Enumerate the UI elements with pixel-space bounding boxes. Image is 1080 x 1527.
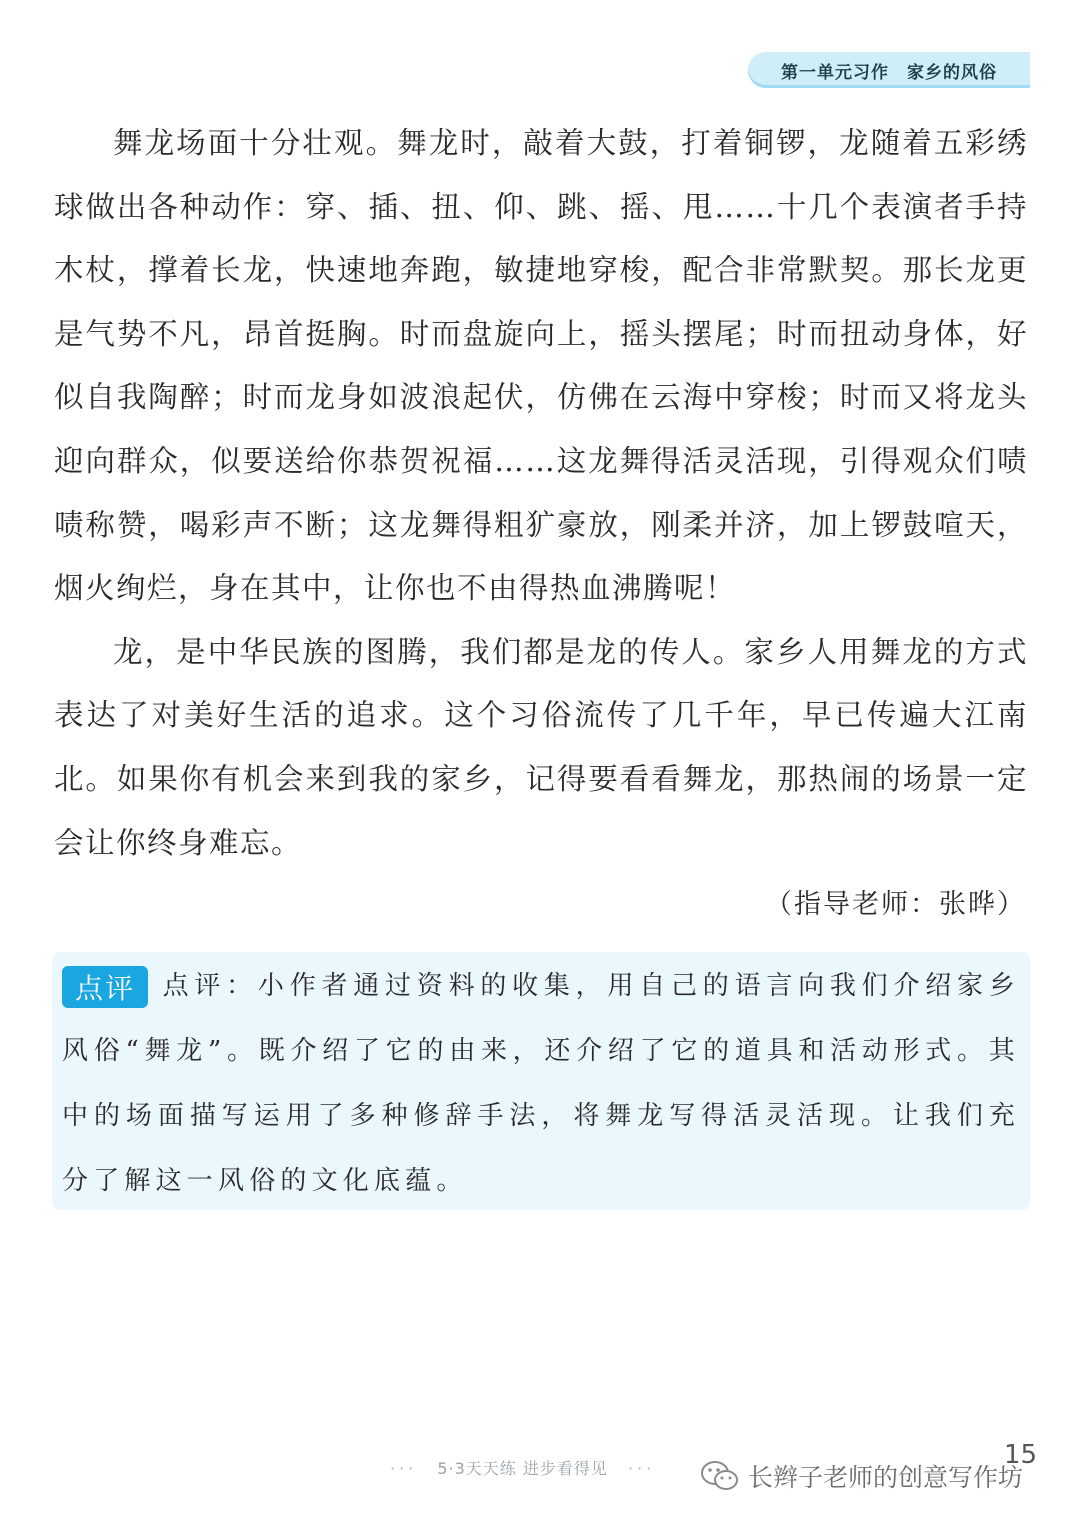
page-number: 15 [1004, 1440, 1038, 1470]
comment-text-block [62, 954, 1020, 1214]
footer-dots-right: ··· [628, 1459, 656, 1478]
footer-slogan-text: 5·3天天练 进步看得见 [437, 1459, 608, 1478]
section-title: 家乡的风俗 [907, 62, 997, 83]
watermark [700, 1458, 1023, 1494]
unit-label: 第一单元习作 [781, 62, 889, 83]
comment-text: 点评：小作者通过资料的收集，用自己的语言向我们介绍家乡风俗“舞龙”。既介绍了它的由来，还介绍了它的道具和活动形式。其中的场面描写运用了多种修辞手法，将舞龙写得活灵活现。让我们充分了解这一风俗的文化底蕴。 [62, 971, 1020, 1196]
essay-paragraph: 舞龙场面十分壮观。舞龙时，敲着大鼓，打着铜锣，龙随着五彩绣球做出各种动作：穿、插、扭、仰、跳、摇、甩……十几个表演者手持木杖，撑着长龙，快速地奔跑，敏捷地穿梭，配合非常默契。那长龙更是气势不凡，昂首挺胸。时而盘旋向上，摇头摆尾；时而扭动身体，好似自我陶醉；时而龙身如波浪起伏，仿佛在云海中穿梭；时而又将龙头迎向群众，似要送给你恭贺祝福……这龙舞得活灵活现，引得观众们啧啧称赞，喝彩声不断；这龙舞得粗犷豪放，刚柔并济，加上锣鼓喧天，烟火绚烂，身在其中，让你也不由得热血沸腾呢！ [54, 126, 1028, 606]
teacher-credit: （指导老师：张晔） [765, 889, 1026, 920]
essay-body [54, 112, 1028, 875]
comment-box [52, 952, 1030, 1210]
footer-slogan [390, 1456, 655, 1479]
watermark-text: 长辫子老师的创意写作坊 [748, 1463, 1024, 1492]
wechat-icon [700, 1459, 740, 1493]
section-header-tab [748, 52, 1030, 88]
comment-badge: 点评 [62, 966, 148, 1008]
footer-dots-left: ··· [390, 1459, 418, 1478]
essay-paragraph: 龙，是中华民族的图腾，我们都是龙的传人。家乡人用舞龙的方式表达了对美好生活的追求。这个习俗流传了几千年，早已传遍大江南北。如果你有机会来到我的家乡，记得要看看舞龙，那热闹的场景一定会让你终身难忘。 [54, 634, 1028, 860]
